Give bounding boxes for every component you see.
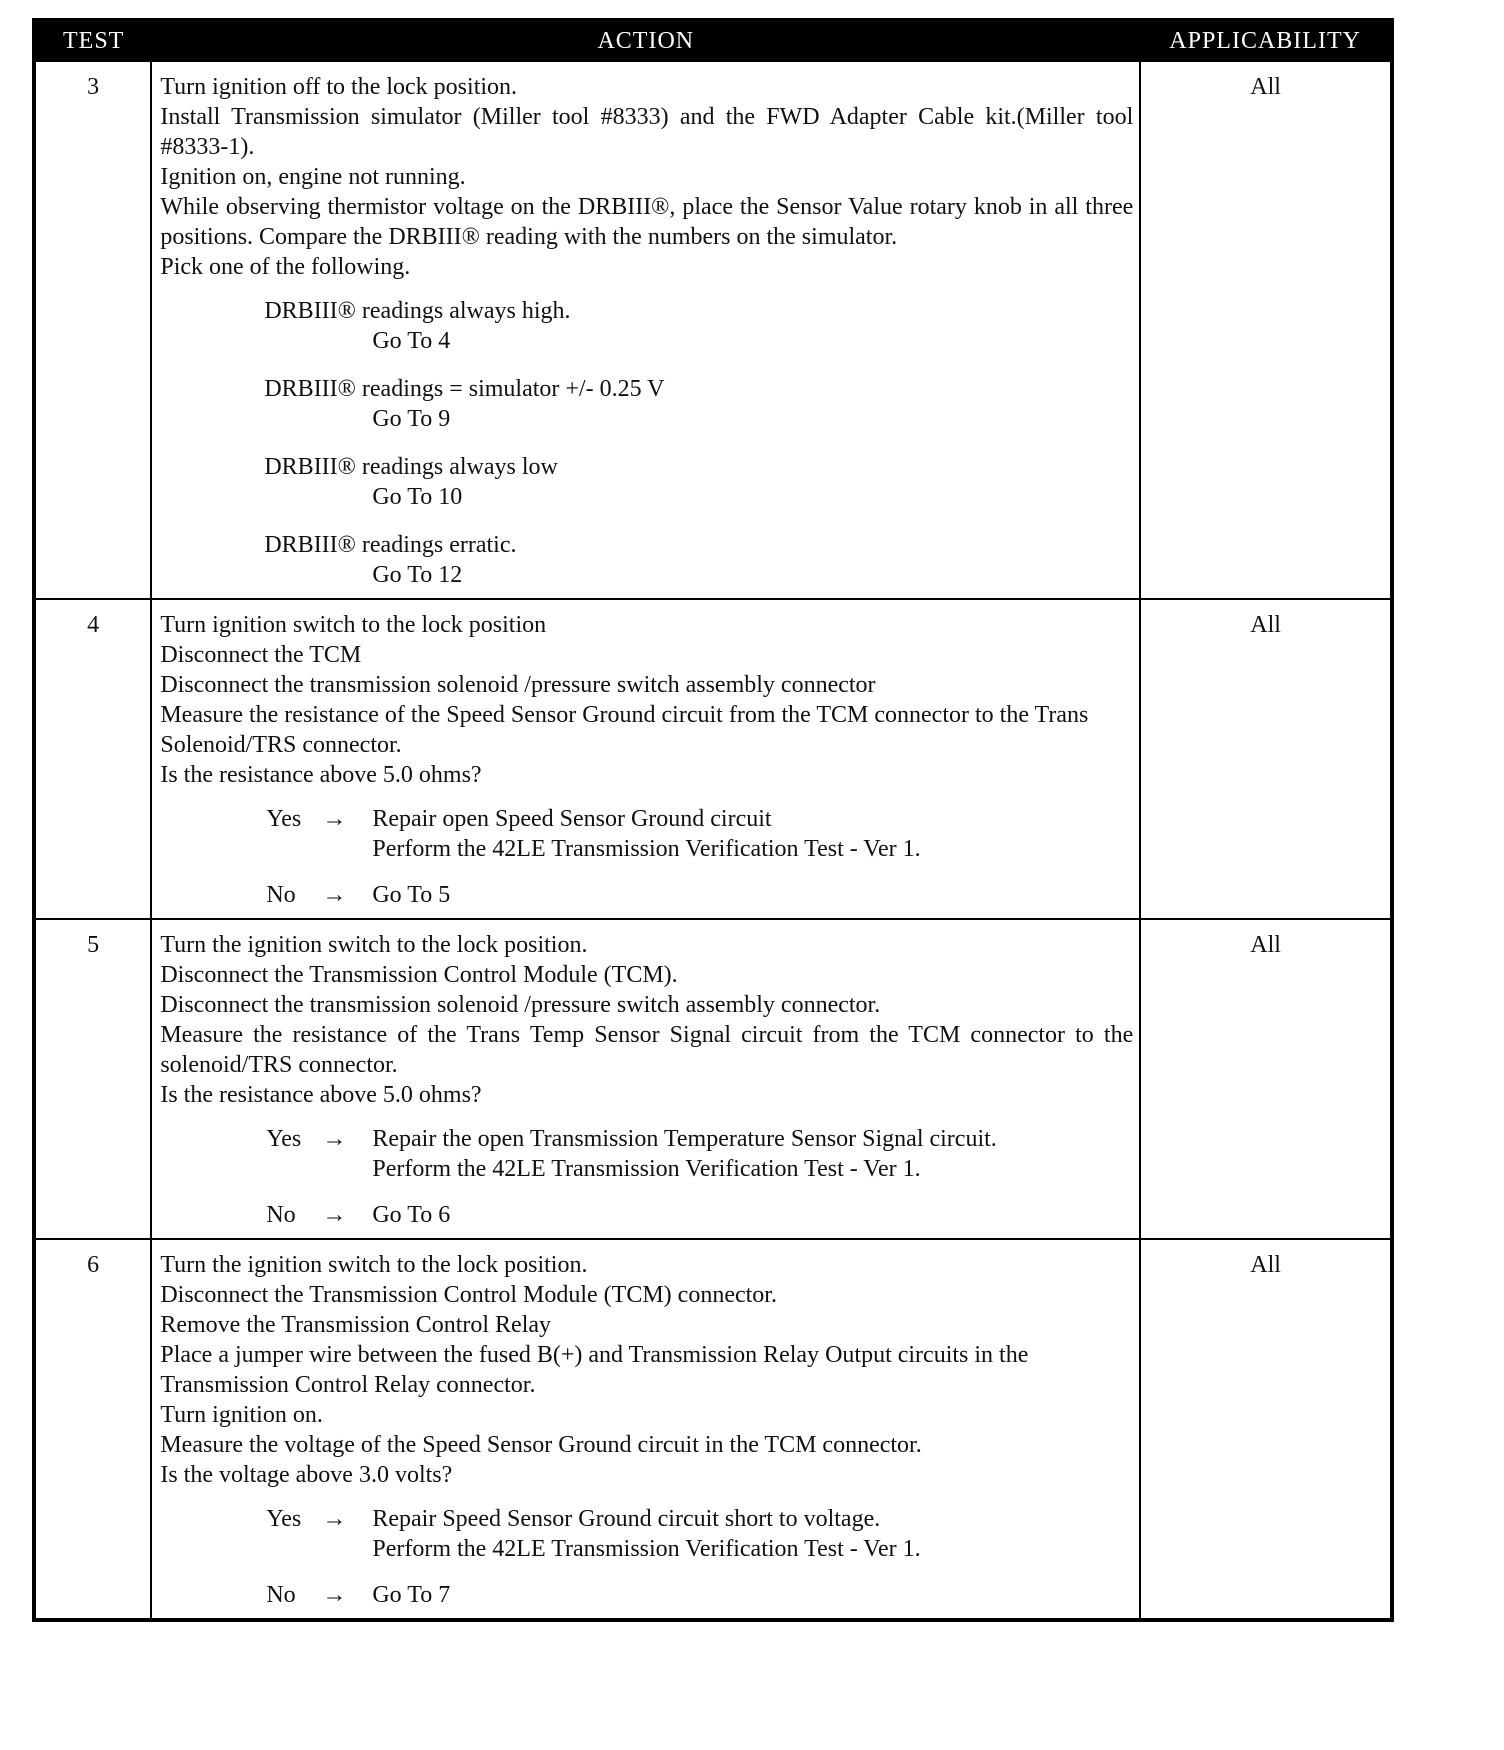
diagnostic-test-table — [32, 18, 1394, 1622]
option-label: DRBIII® readings erratic. — [264, 532, 517, 558]
step-text: Pick one of the following. — [160, 254, 411, 280]
test-number: 4 — [34, 599, 151, 919]
step-text: Turn ignition on. — [160, 1402, 323, 1428]
no-branch — [266, 1200, 1133, 1230]
option-label: DRBIII® readings = simulator +/- 0.25 V — [264, 376, 665, 402]
table-row-test-4 — [34, 599, 1392, 919]
step-text: Is the voltage above 3.0 volts? — [160, 1462, 453, 1488]
branch-result — [372, 1504, 1133, 1564]
option-item — [264, 530, 1133, 590]
applicability-cell: All — [1140, 919, 1392, 1239]
option-goto: Go To 4 — [372, 328, 451, 354]
step-text: Place a jumper wire between the fused B(+) and Transmission Relay Output circuits in the Transmission Control Relay connector. — [160, 1342, 1029, 1398]
step-text: Disconnect the transmission solenoid /pressure switch assembly connector. — [160, 992, 881, 1018]
yes-branch — [266, 804, 1133, 864]
option-label: DRBIII® readings always low — [264, 454, 558, 480]
option-goto: Go To 10 — [372, 484, 463, 510]
result-line: Perform the 42LE Transmission Verification Test - Ver 1. — [372, 1536, 921, 1562]
step-text: Measure the voltage of the Speed Sensor Ground circuit in the TCM connector. — [160, 1432, 922, 1458]
test-number: 6 — [34, 1239, 151, 1620]
right-arrow-icon: → — [322, 1126, 347, 1152]
option-list — [160, 296, 1133, 590]
branch-result: Go To 6 — [372, 1202, 451, 1228]
step-text: Measure the resistance of the Trans Temp Sensor Signal circuit from the TCM connector to the solenoid/TRS connector. — [160, 1022, 1134, 1078]
result-line: Repair open Speed Sensor Ground circuit — [372, 806, 772, 832]
step-text: Turn the ignition switch to the lock position. — [160, 932, 588, 958]
table-header-row — [34, 20, 1392, 61]
step-text: Remove the Transmission Control Relay — [160, 1312, 552, 1338]
table-row-test-3 — [34, 61, 1392, 599]
step-text: While observing thermistor voltage on the DRBIII®, place the Sensor Value rotary knob in all three positions. Compare the DRBIII® reading with the numbers on the simulator. — [160, 194, 1134, 250]
option-item — [264, 296, 1133, 356]
answer-no: No — [266, 1202, 296, 1228]
yes-branch — [266, 1504, 1133, 1564]
step-text: Install Transmission simulator (Miller tool #8333) and the FWD Adapter Cable kit.(Miller tool #8333-1). — [160, 104, 1134, 160]
step-text: Disconnect the Transmission Control Module (TCM). — [160, 962, 678, 988]
branch-result: Go To 5 — [372, 882, 451, 908]
table-row-test-5 — [34, 919, 1392, 1239]
step-text: Ignition on, engine not running. — [160, 164, 466, 190]
header-applicability: APPLICABILITY — [1140, 20, 1392, 61]
branch-list — [160, 1124, 1133, 1230]
step-text: Disconnect the transmission solenoid /pressure switch assembly connector — [160, 672, 876, 698]
step-text: Turn ignition switch to the lock position — [160, 612, 547, 638]
test-number: 5 — [34, 919, 151, 1239]
branch-result — [372, 804, 1133, 864]
option-label: DRBIII® readings always high. — [264, 298, 571, 324]
branch-result: Go To 7 — [372, 1582, 451, 1608]
right-arrow-icon: → — [322, 1202, 347, 1228]
no-branch — [266, 1580, 1133, 1610]
result-line: Perform the 42LE Transmission Verification Test - Ver 1. — [372, 836, 921, 862]
applicability-cell: All — [1140, 1239, 1392, 1620]
applicability-cell: All — [1140, 61, 1392, 599]
answer-yes: Yes — [266, 1126, 302, 1152]
step-text: Is the resistance above 5.0 ohms? — [160, 762, 482, 788]
header-test: TEST — [34, 20, 151, 61]
yes-branch — [266, 1124, 1133, 1184]
option-goto: Go To 12 — [372, 562, 463, 588]
action-cell — [151, 1239, 1140, 1620]
step-text: Disconnect the Transmission Control Module (TCM) connector. — [160, 1282, 777, 1308]
branch-list — [160, 1504, 1133, 1610]
right-arrow-icon: → — [322, 1506, 347, 1532]
step-text: Is the resistance above 5.0 ohms? — [160, 1082, 482, 1108]
result-line: Repair the open Transmission Temperature Sensor Signal circuit. — [372, 1126, 997, 1152]
option-item — [264, 374, 1133, 434]
branch-list — [160, 804, 1133, 910]
branch-result — [372, 1124, 1133, 1184]
action-cell — [151, 61, 1140, 599]
option-item — [264, 452, 1133, 512]
answer-no: No — [266, 882, 296, 908]
step-text: Disconnect the TCM — [160, 642, 362, 668]
no-branch — [266, 880, 1133, 910]
step-text: Measure the resistance of the Speed Sensor Ground circuit from the TCM connector to the Trans Solenoid/TRS connector. — [160, 702, 1089, 758]
result-line: Perform the 42LE Transmission Verification Test - Ver 1. — [372, 1156, 921, 1182]
step-text: Turn the ignition switch to the lock position. — [160, 1252, 588, 1278]
action-cell — [151, 599, 1140, 919]
table-row-test-6 — [34, 1239, 1392, 1620]
right-arrow-icon: → — [322, 882, 347, 908]
answer-yes: Yes — [266, 1506, 302, 1532]
right-arrow-icon: → — [322, 806, 347, 832]
test-number: 3 — [34, 61, 151, 599]
step-text: Turn ignition off to the lock position. — [160, 74, 518, 100]
answer-no: No — [266, 1582, 296, 1608]
option-goto: Go To 9 — [372, 406, 451, 432]
right-arrow-icon: → — [322, 1582, 347, 1608]
answer-yes: Yes — [266, 806, 302, 832]
header-action: ACTION — [151, 20, 1140, 61]
action-cell — [151, 919, 1140, 1239]
applicability-cell: All — [1140, 599, 1392, 919]
result-line: Repair Speed Sensor Ground circuit short to voltage. — [372, 1506, 881, 1532]
